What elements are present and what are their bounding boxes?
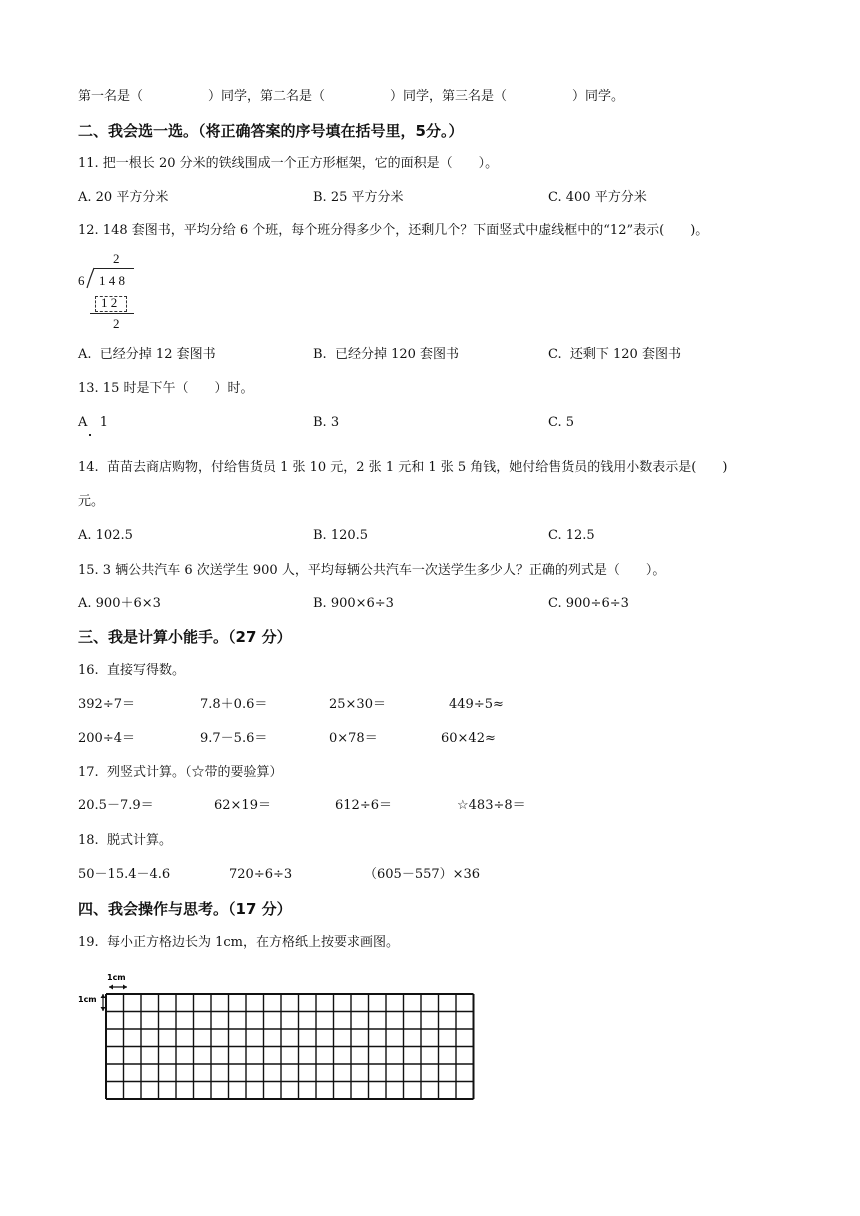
division-divisor: 6 xyxy=(78,273,85,288)
q16-item: 60×42≈ xyxy=(441,731,496,746)
question-11-stem: 11. 把一根长 20 分米的铁线围成一个正方形框架，它的面积是（ ）。 xyxy=(78,156,499,171)
division-remainder: 2 xyxy=(113,316,120,331)
q12-option-b: B. 已经分掉 120 套图书 xyxy=(313,347,460,362)
question-16-stem: 16. 直接写得数。 xyxy=(78,663,185,678)
section-4-heading: 四、我会操作与思考。（17 分） xyxy=(78,900,292,918)
q11-option-c: C. 400 平方分米 xyxy=(548,190,647,205)
question-18-stem: 18. 脱式计算。 xyxy=(78,833,172,848)
q14-option-a: A. 102.5 xyxy=(78,528,133,543)
q16-item: 9.7－5.6＝ xyxy=(200,731,268,746)
question-12-stem: 12. 148 套图书，平均分给 6 个班，每个班分得多少个，还剩几个？下面竖式中虚线框中的“12”表示( )。 xyxy=(78,223,709,238)
subtraction-line xyxy=(90,313,134,314)
q18-item: 720÷6÷3 xyxy=(229,867,293,882)
horizontal-unit-arrow xyxy=(109,985,127,990)
question-19-stem: 19. 每小正方格边长为 1cm，在方格纸上按要求画图。 xyxy=(78,935,399,950)
q15-option-b: B. 900×6÷3 xyxy=(313,596,394,611)
division-bar xyxy=(94,268,134,269)
q15-option-c: C. 900÷6÷3 xyxy=(548,596,629,611)
q17-item: 62×19＝ xyxy=(214,798,271,813)
q16-item: 0×78＝ xyxy=(329,731,378,746)
q14-option-b: B. 120.5 xyxy=(313,528,369,543)
division-product: 1 2 xyxy=(101,295,118,310)
q15-option-a: A. 900＋6×3 xyxy=(78,596,161,611)
q18-item: 50－15.4－4.6 xyxy=(78,867,171,882)
q16-item: 7.8＋0.6＝ xyxy=(200,697,268,712)
q16-item: 449÷5≈ xyxy=(449,697,504,712)
q16-item: 392÷7＝ xyxy=(78,697,135,712)
q17-item: ☆483÷8＝ xyxy=(457,798,526,813)
q18-item: （605－557）×36 xyxy=(364,867,481,882)
grid-horizontal-unit-label: 1cm xyxy=(107,973,126,982)
section-3-heading: 三、我是计算小能手。（27 分） xyxy=(78,628,292,646)
division-bracket xyxy=(86,267,96,289)
q13-option-a: A 1 xyxy=(78,415,109,430)
question-15-stem: 15. 3 辆公共汽车 6 次送学生 900 人，平均每辆公共汽车一次送学生多少人？正确的列式是（ ）。 xyxy=(78,563,666,578)
division-quotient: 2 xyxy=(113,251,120,266)
q16-item: 200÷4＝ xyxy=(78,731,135,746)
question-13-stem: 13. 15 时是下午（ ）时。 xyxy=(78,381,254,396)
question-14-stem-end: 元。 xyxy=(78,494,105,509)
q13-option-b: B. 3 xyxy=(313,415,340,430)
section-2-heading: 二、我会选一选。（将正确答案的序号填在括号里，5分。） xyxy=(78,122,464,140)
ranking-answer-line: 第一名是（ ）同学，第二名是（ ）同学，第三名是（ ）同学。 xyxy=(78,89,625,104)
q11-option-a: A. 20 平方分米 xyxy=(78,190,169,205)
q13-option-c: C. 5 xyxy=(548,415,575,430)
grid-cells xyxy=(106,994,474,1099)
q17-item: 612÷6＝ xyxy=(335,798,392,813)
question-14-stem: 14. 苗苗去商店购物，付给售货员 1 张 10 元，2 张 1 元和 1 张 5 角钱，她付给售货员的钱用小数表示是( ) xyxy=(78,460,728,475)
q16-item: 25×30＝ xyxy=(329,697,386,712)
q12-option-c: C. 还剩下 120 套图书 xyxy=(548,347,681,362)
q11-option-b: B. 25 平方分米 xyxy=(313,190,404,205)
grid-paper xyxy=(78,970,478,1100)
division-dividend: 1 4 8 xyxy=(99,273,125,288)
grid-vertical-unit-label: 1cm xyxy=(78,995,97,1004)
q12-option-a: A. 已经分掉 12 套图书 xyxy=(78,347,216,362)
q14-option-c: C. 12.5 xyxy=(548,528,595,543)
q17-item: 20.5－7.9＝ xyxy=(78,798,154,813)
stray-dot xyxy=(89,434,91,436)
vertical-unit-arrow xyxy=(101,994,106,1011)
question-17-stem: 17. 列竖式计算。（☆带的要验算） xyxy=(78,765,283,780)
